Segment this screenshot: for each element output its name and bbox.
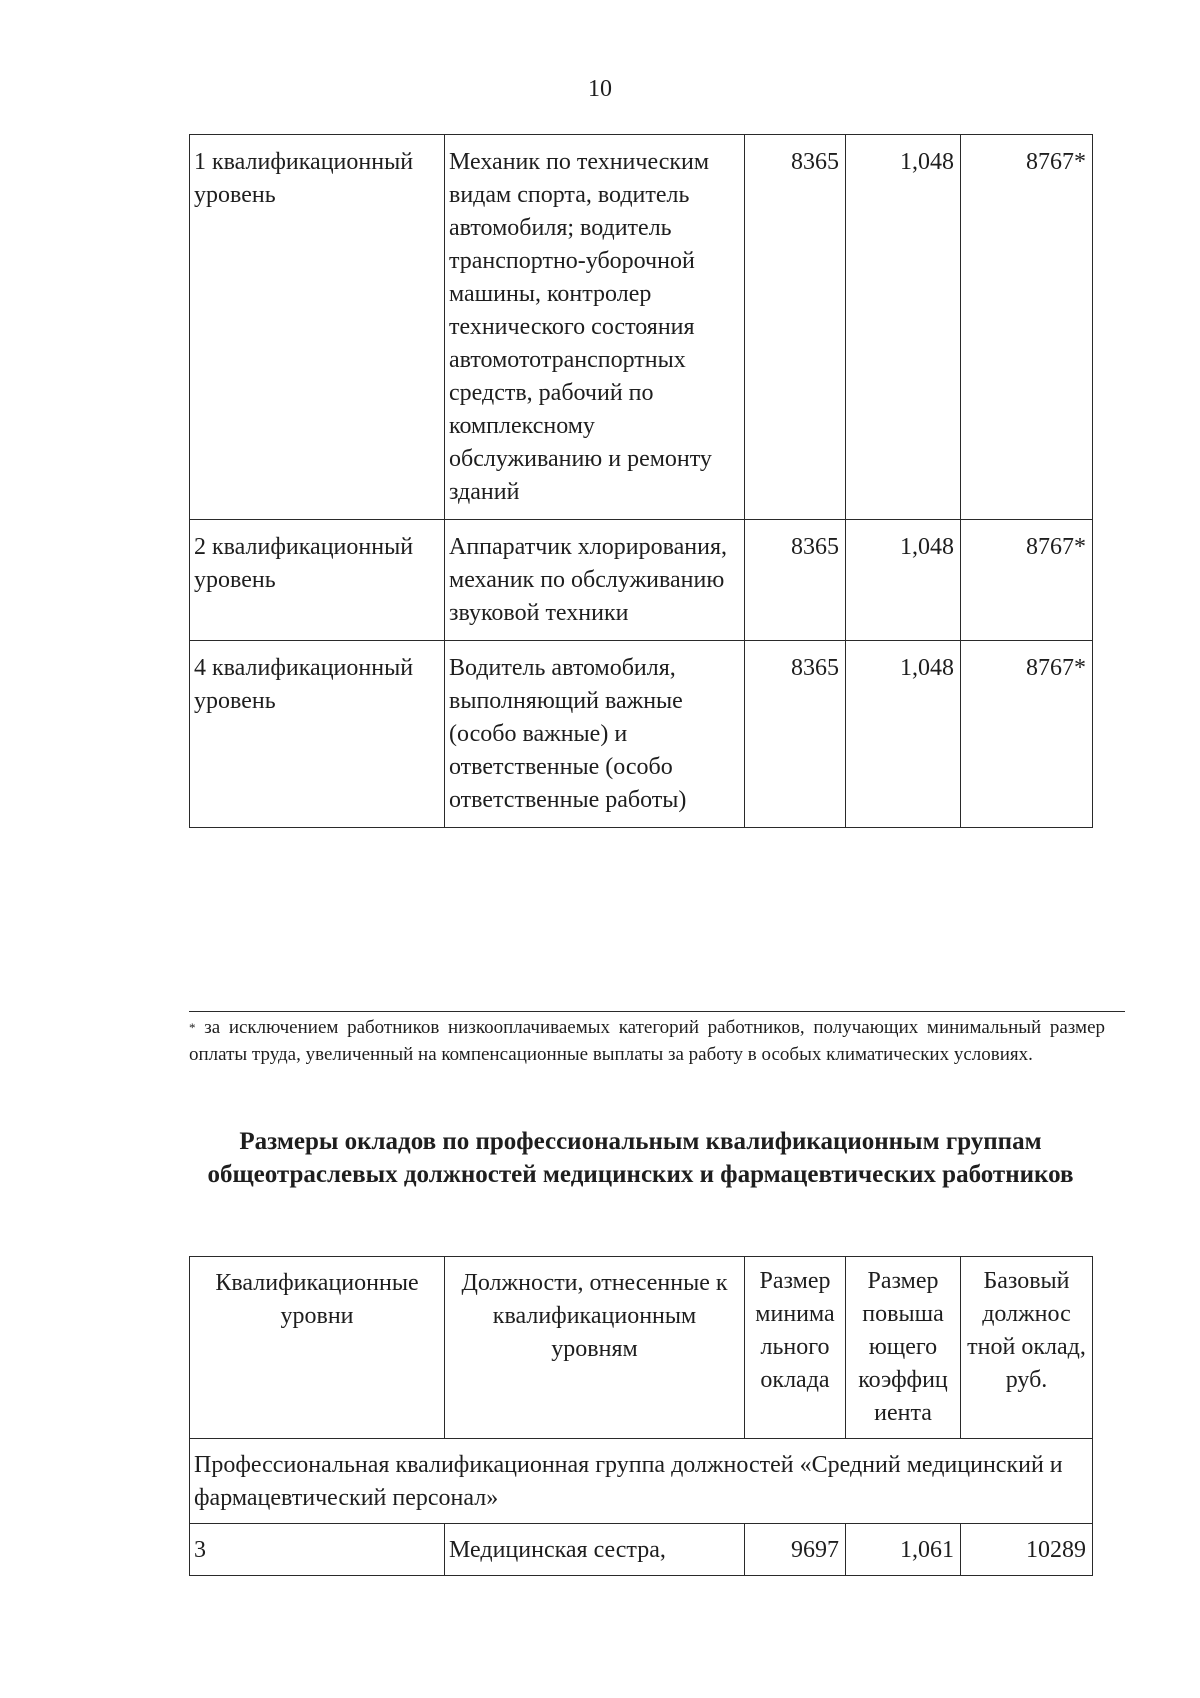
base-salary-cell: 8767*: [961, 135, 1093, 520]
footnote-text: за исключением работников низкооплачиваемых категорий работников, получающих минимальный размер оплаты труда, увеличенный на компенсационные выплаты за работу в особых климатических условиях.: [189, 1017, 1106, 1065]
positions-cell: Медицинская сестра,: [445, 1524, 745, 1576]
header-base-salary: Базовый должнос тной оклад, руб.: [961, 1257, 1093, 1439]
table-row: [190, 1524, 1093, 1576]
table-header-row: [190, 1257, 1093, 1439]
min-salary-cell: 8365: [745, 520, 846, 641]
header-coefficient: Размер повыша ющего коэффиц иента: [846, 1257, 961, 1439]
header-min-salary: Размер минима льного оклада: [745, 1257, 846, 1439]
coefficient-cell: 1,061: [846, 1524, 961, 1576]
base-salary-cell: 8767*: [961, 641, 1093, 828]
footnote-marker: *: [189, 1020, 196, 1035]
table-row: [190, 520, 1093, 641]
page-number: 10: [588, 76, 612, 102]
header-level: Квалификационные уровни: [190, 1257, 445, 1439]
footnote-divider: [189, 1011, 1125, 1012]
salary-table-medical: [189, 1256, 1093, 1576]
positions-cell: Аппаратчик хлорирования, механик по обслуживанию звуковой техники: [445, 520, 745, 641]
level-cell: 4 квалификационный уровень: [190, 641, 445, 828]
coefficient-cell: 1,048: [846, 520, 961, 641]
min-salary-cell: 8365: [745, 135, 846, 520]
coefficient-cell: 1,048: [846, 135, 961, 520]
base-salary-cell: 10289: [961, 1524, 1093, 1576]
level-cell: 3: [190, 1524, 445, 1576]
group-title-cell: Профессиональная квалификационная группа должностей «Средний медицинский и фармацевтический персонал»: [190, 1439, 1093, 1524]
level-cell: 2 квалификационный уровень: [190, 520, 445, 641]
min-salary-cell: 8365: [745, 641, 846, 828]
positions-cell: Механик по техническим видам спорта, водитель автомобиля; водитель транспортно-уборочной машины, контролер технического состояния автомототранспортных средств, рабочий по комплексному обслуживанию и ремонту зданий: [445, 135, 745, 520]
positions-cell: Водитель автомобиля, выполняющий важные (особо важные) и ответственные (особо ответственные работы): [445, 641, 745, 828]
group-title-row: [190, 1439, 1093, 1524]
level-cell: 1 квалификационный уровень: [190, 135, 445, 520]
salary-table-technical: [189, 134, 1093, 828]
header-positions: Должности, отнесенные к квалификационным уровням: [445, 1257, 745, 1439]
table-row: [190, 135, 1093, 520]
min-salary-cell: 9697: [745, 1524, 846, 1576]
coefficient-cell: 1,048: [846, 641, 961, 828]
table-row: [190, 641, 1093, 828]
section-title: Размеры окладов по профессиональным квалификационным группам общеотраслевых должностей медицинских и фармацевтических работников: [207, 1128, 1074, 1188]
footnote: [189, 1014, 1105, 1068]
base-salary-cell: 8767*: [961, 520, 1093, 641]
